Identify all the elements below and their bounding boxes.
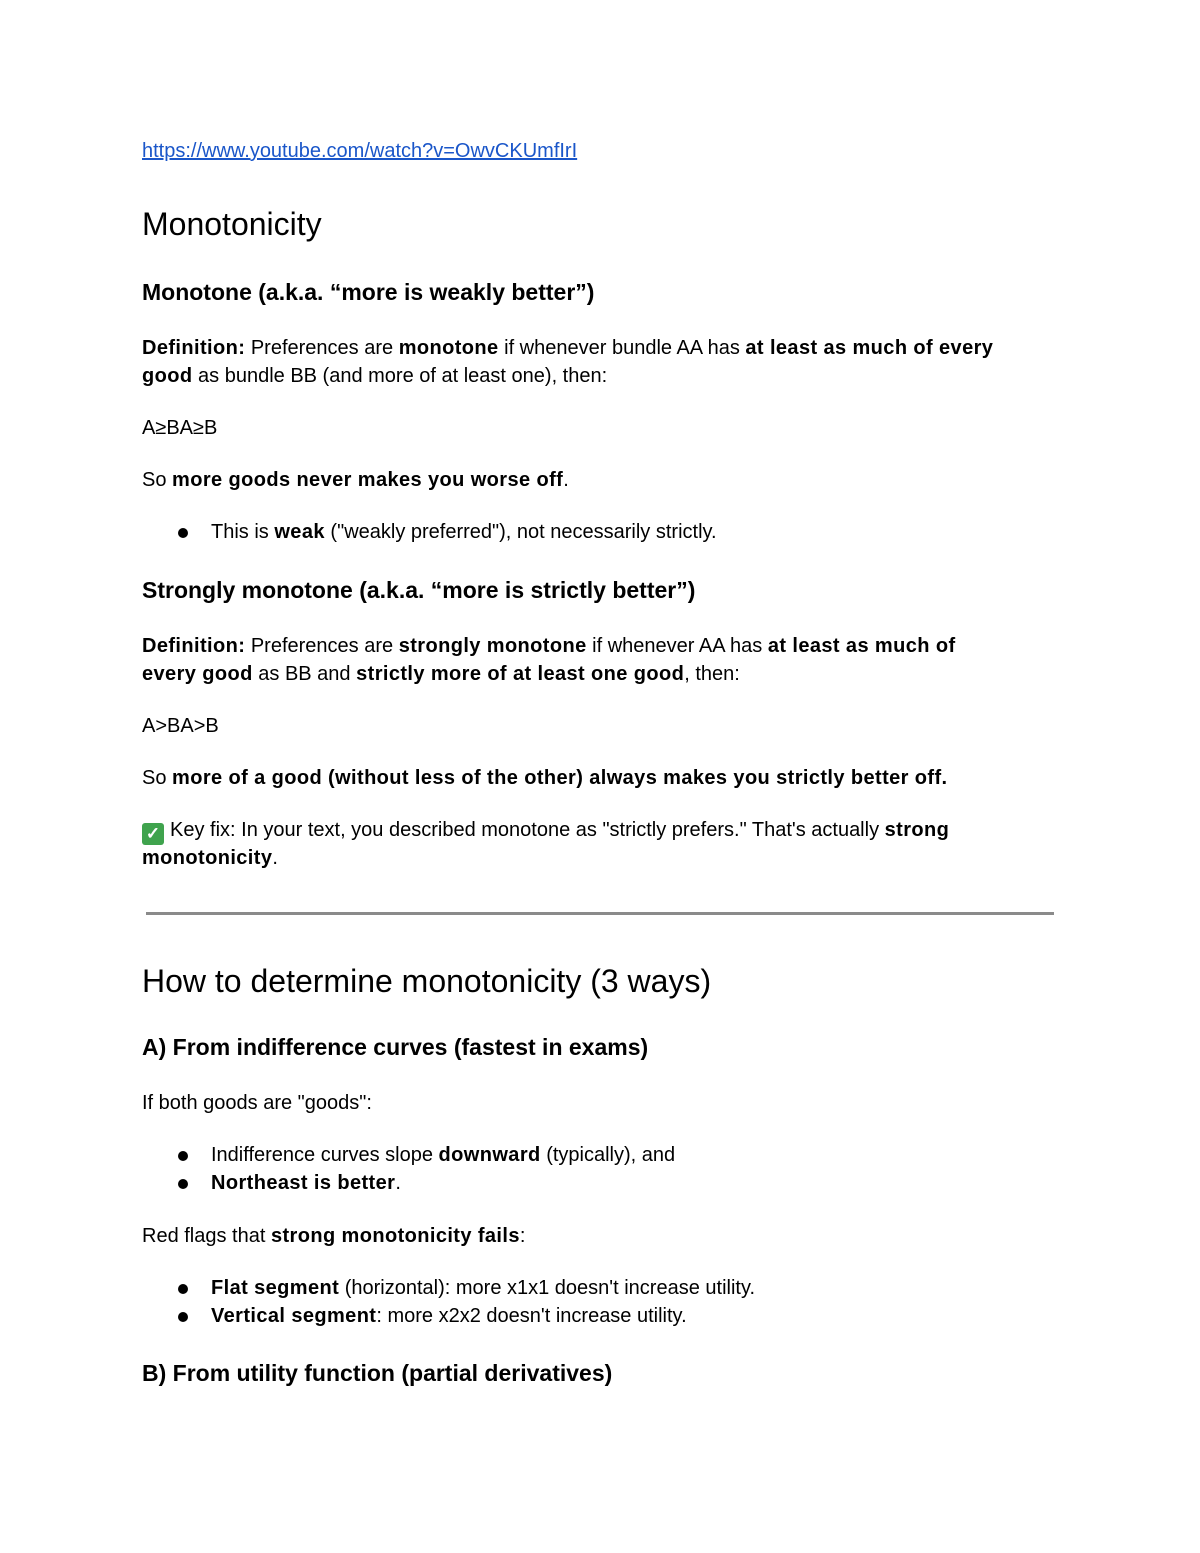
monotone-definition-line2: good as bundle BB (and more of at least one), then:	[142, 365, 608, 387]
section-a-intro: If both goods are "goods":	[142, 1092, 372, 1114]
bullet-dot	[178, 1179, 188, 1189]
list-item: Flat segment (horizontal): more x1x1 doesn't increase utility.	[211, 1277, 756, 1299]
strong-definition-line1: Definition: Preferences are strongly monotone if whenever AA has at least as much of	[142, 635, 956, 657]
section-a-heading: A) From indifference curves (fastest in exams)	[142, 1034, 649, 1060]
list-item: This is weak ("weakly preferred"), not necessarily strictly.	[211, 521, 717, 543]
bullet-dot	[178, 528, 188, 538]
page-title: Monotonicity	[142, 206, 322, 242]
key-fix-line2: monotonicity.	[142, 847, 278, 869]
bullet-dot	[178, 1312, 188, 1322]
strong-monotone-heading: Strongly monotone (a.k.a. “more is strictly better”)	[142, 577, 696, 603]
section-b-heading: B) From utility function (partial derivatives)	[142, 1360, 613, 1386]
horizontal-divider	[146, 912, 1054, 915]
strong-definition-line2: every good as BB and strictly more of at least one good, then:	[142, 663, 740, 685]
list-item: Northeast is better.	[211, 1172, 401, 1194]
monotone-definition-line1: Definition: Preferences are monotone if whenever bundle AA has at least as much of every	[142, 337, 994, 359]
list-item: Vertical segment: more x2x2 doesn't increase utility.	[211, 1305, 687, 1327]
monotone-summary: So more goods never makes you worse off.	[142, 469, 569, 491]
list-item: Indifference curves slope downward (typically), and	[211, 1144, 676, 1166]
check-mark-icon: ✓	[142, 823, 164, 845]
strong-summary: So more of a good (without less of the other) always makes you strictly better off.	[142, 767, 948, 789]
strong-formula: A>BA>B	[142, 715, 219, 737]
bullet-dot	[178, 1284, 188, 1294]
red-flags-intro: Red flags that strong monotonicity fails:	[142, 1225, 526, 1247]
key-fix-line1: ✓ Key fix: In your text, you described monotone as "strictly prefers." That's actually strong	[142, 816, 949, 845]
monotone-heading: Monotone (a.k.a. “more is weakly better”)	[142, 279, 595, 305]
bullet-dot	[178, 1151, 188, 1161]
monotone-formula: A≥BA≥B	[142, 417, 218, 439]
howto-title: How to determine monotonicity (3 ways)	[142, 963, 712, 999]
youtube-link[interactable]: https://www.youtube.com/watch?v=OwvCKUmfIrI	[142, 140, 578, 162]
